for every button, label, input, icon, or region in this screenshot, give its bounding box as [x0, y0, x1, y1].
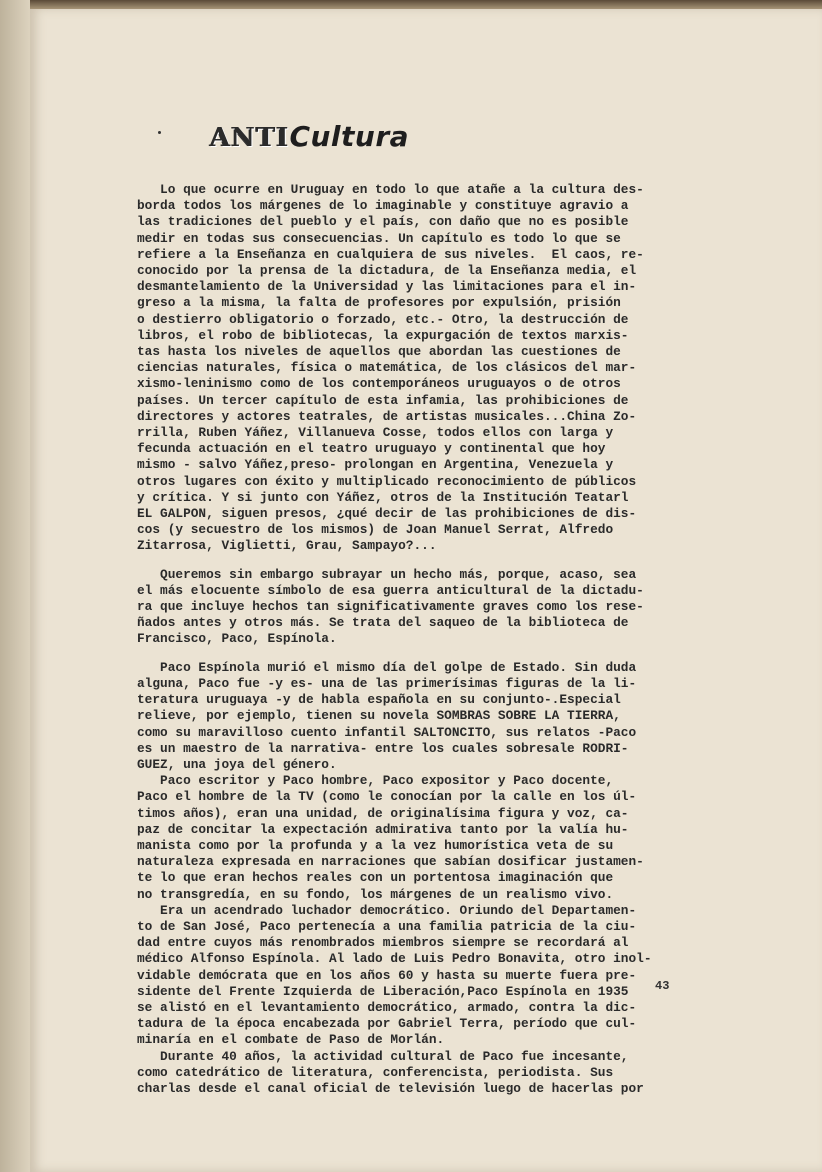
text-line: greso a la misma, la falta de profesores por expulsión, prisión	[137, 295, 621, 311]
text-line: Francisco, Paco, Espínola.	[137, 631, 337, 647]
page-binding-shadow	[0, 0, 30, 1172]
paragraph	[137, 567, 717, 648]
title-main: Cultura	[289, 120, 410, 153]
text-line: se alistó en el levantamiento democrático, armado, contra la dic-	[137, 999, 637, 1015]
text-line: ciencias naturales, física o matemática, de los clásicos del mar-	[137, 360, 637, 376]
text-line: ra que incluye hechos tan significativamente graves como los rese-	[137, 599, 644, 615]
text-line: Zitarrosa, Viglietti, Grau, Sampayo?...	[137, 538, 437, 554]
text-line: ñados antes y otros más. Se trata del saqueo de la biblioteca de	[137, 615, 629, 631]
article-title	[210, 120, 409, 164]
text-line: Queremos sin embargo subrayar un hecho más, porque, acaso, sea	[137, 566, 637, 582]
text-line: Durante 40 años, la actividad cultural de Paco fue incesante,	[137, 1048, 629, 1064]
page-top-edge	[30, 0, 822, 9]
paragraph	[137, 660, 717, 773]
text-line: charlas desde el canal oficial de televisión luego de hacerlas por	[137, 1080, 644, 1096]
text-line: como su maravilloso cuento infantil SALTONCITO, sus relatos -Paco	[137, 724, 637, 740]
text-line: países. Un tercer capítulo de esta infamia, las prohibiciones de	[137, 392, 629, 408]
text-line: EL GALPON, siguen presos, ¿qué decir de las prohibiciones de dis-	[137, 506, 637, 522]
text-line: timos años), eran una unidad, de originalísima figura y voz, ca-	[137, 805, 629, 821]
text-line: las tradiciones del pueblo y el país, con daño que no es posible	[137, 214, 629, 230]
text-line: mismo - salvo Yáñez,preso- prolongan en Argentina, Venezuela y	[137, 457, 614, 473]
text-line: rrilla, Ruben Yáñez, Villanueva Cosse, todos ellos con larga y	[137, 425, 614, 441]
text-line: Paco el hombre de la TV (como le conocían por la calle en los úl-	[137, 789, 637, 805]
text-line: teratura uruguaya -y de habla española en su conjunto-.Especial	[137, 692, 621, 708]
text-line: relieve, por ejemplo, tienen su novela SOMBRAS SOBRE LA TIERRA,	[137, 708, 621, 724]
text-line: Era un acendrado luchador democrático. Oriundo del Departamen-	[137, 902, 637, 918]
title-prefix: ANTI	[210, 123, 290, 153]
text-line: como catedrático de literatura, conferencista, periodista. Sus	[137, 1064, 614, 1080]
text-line: no transgredía, en su fondo, los márgenes de un realismo vivo.	[137, 886, 614, 902]
text-line: te lo que eran hechos reales con un portentosa imaginación que	[137, 870, 614, 886]
text-line: alguna, Paco fue -y es- una de las primerísimas figuras de la li-	[137, 675, 637, 691]
text-line: directores y actores teatrales, de artistas musicales...China Zo-	[137, 408, 637, 424]
text-line: fecunda actuación en el teatro uruguayo y continental que hoy	[137, 441, 606, 457]
text-line: GUEZ, una joya del género.	[137, 756, 337, 772]
text-line: minaría en el combate de Paso de Morlán.	[137, 1032, 445, 1048]
text-line: es un maestro de la narrativa- entre los cuales sobresale RODRI-	[137, 740, 629, 756]
text-line: Lo que ocurre en Uruguay en todo lo que atañe a la cultura des-	[137, 182, 644, 197]
text-line: el más elocuente símbolo de esa guerra anticultural de la dictadu-	[137, 582, 644, 598]
text-line: Paco escritor y Paco hombre, Paco expositor y Paco docente,	[137, 773, 614, 789]
text-line: vidable demócrata que en los años 60 y hasta su muerte fuera pre-	[137, 967, 637, 983]
text-line: naturaleza expresada en narraciones que sabían dosificar justamen-	[137, 854, 644, 870]
text-line: médico Alfonso Espínola. Al lado de Luis Pedro Bonavita, otro inol-	[137, 951, 652, 967]
text-line: paz de concitar la expectación admirativa tanto por la valía hu-	[137, 821, 629, 837]
paragraph	[137, 773, 717, 903]
article-body	[137, 182, 717, 1097]
text-line: y crítica. Y si junto con Yáñez, otros de la Institución Teatarl	[137, 489, 629, 505]
paragraph	[137, 182, 717, 555]
text-line: libros, el robo de bibliotecas, la expurgación de textos marxis-	[137, 327, 629, 343]
ink-dot	[158, 131, 161, 134]
paragraph-gap	[137, 648, 717, 660]
text-line: manista como por la profunda y a la vez humorística veta de su	[137, 837, 614, 853]
page-number: 43	[655, 979, 670, 993]
text-line: o destierro obligatorio o forzado, etc.- Otro, la destrucción de	[137, 311, 629, 327]
text-line: Paco Espínola murió el mismo día del golpe de Estado. Sin duda	[137, 659, 637, 675]
text-line: desmantelamiento de la Universidad y las limitaciones para el in-	[137, 279, 637, 295]
text-line: to de San José, Paco pertenecía a una familia patricia de la ciu-	[137, 918, 637, 934]
text-line: refiere a la Enseñanza en cualquiera de sus niveles. El caos, re-	[137, 246, 644, 262]
text-line: sidente del Frente Izquierda de Liberación,Paco Espínola en 1935	[137, 983, 629, 999]
text-line: otros lugares con éxito y multiplicado reconocimiento de públicos	[137, 473, 637, 489]
text-line: xismo-leninismo como de los contemporáneos uruguayos o de otros	[137, 376, 621, 392]
text-line: dad entre cuyos más renombrados miembros siempre se recordará al	[137, 935, 629, 951]
text-line: cos (y secuestro de los mismos) de Joan Manuel Serrat, Alfredo	[137, 522, 614, 538]
paragraph	[137, 1049, 717, 1098]
text-line: borda todos los márgenes de lo imaginable y constituye agravio a	[137, 198, 629, 214]
paragraph-gap	[137, 555, 717, 567]
text-line: conocido por la prensa de la dictadura, de la Enseñanza media, el	[137, 263, 637, 279]
text-line: tas hasta los niveles de aquellos que abordan las cuestiones de	[137, 344, 621, 360]
paragraph	[137, 903, 717, 1049]
text-line: medir en todas sus consecuencias. Un capítulo es todo lo que se	[137, 230, 621, 246]
text-line: tadura de la época encabezada por Gabriel Terra, período que cul-	[137, 1016, 637, 1032]
